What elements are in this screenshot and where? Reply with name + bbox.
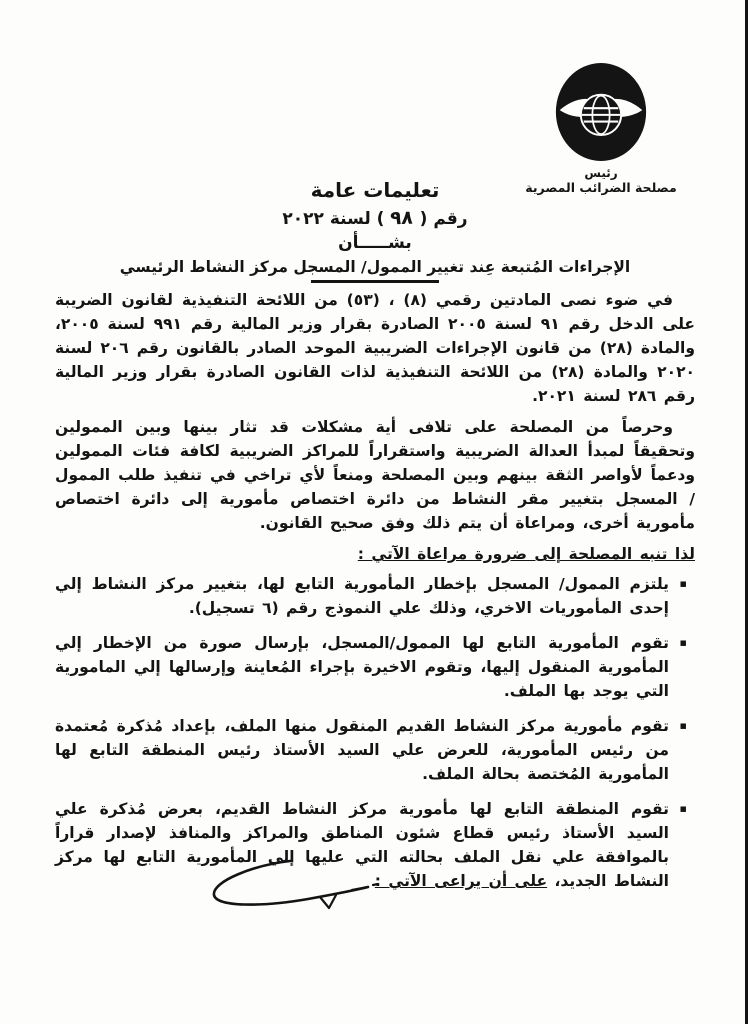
list-item — [55, 714, 687, 786]
list-item-text: تقوم مأمورية مركز النشاط القديم المنقول منها الملف، بإعداد مُذكرة مُعتمدة من رئيس المأمورية، للعرض علي السيد الأستاذ رئيس المنطقة التابع لها المأمورية المُختصة بحالة الملف. — [55, 717, 669, 783]
title-block — [100, 178, 650, 283]
bullet-square-icon: ▪ — [679, 636, 687, 649]
list-item-text: تقوم المنطقة التابع لها مأمورية مركز النشاط القديم، بعرض مُذكرة علي السيد الأستاذ رئيس قطاع شئون المناطق والمراكز والمنافذ لإصدار قراراً بالموافقة علي نقل الملف بحالته التي عليها إلي المأمورية التابع لها مركز النشاط الجديد، — [55, 800, 669, 890]
instructions-list — [55, 572, 695, 893]
list-item — [55, 572, 687, 620]
bullet-square-icon: ▪ — [679, 802, 687, 815]
document-body — [55, 288, 695, 904]
document-title: تعليمات عامة — [310, 178, 440, 202]
subject-underline — [311, 280, 439, 283]
regarding-label: بشـــــأن — [338, 233, 412, 253]
bullet-square-icon: ▪ — [679, 577, 687, 590]
paragraph-purpose: وحرصاً من المصلحة على تلافى أية مشكلات قد تثار بينها وبين الممولين وتحقيقاً لمبدأ العدالة الضريبية واستقراراً للمراكز الضريبية لكافة فئات الممولين ودعماً لأواصر الثقة بينهم وبين المصلحة ومنعاً لأي تراخي في تنفيذ طلب الممول / المسجل بتغيير مقر النشاط من دائرة اختصاص مأمورية إلى دائرة اختصاص مأمورية أخرى، ومراعاة أن يتم ذلك وفق صحيح القانون. — [55, 418, 695, 532]
letterhead-role: رئيس — [584, 166, 618, 180]
scan-edge-artifact — [745, 0, 748, 1024]
number-suffix: ) لسنة ٢٠٢٢ — [282, 209, 385, 229]
list-intro-heading: لذا تنبه المصلحة إلى ضرورة مراعاة الآتي : — [357, 545, 695, 563]
paragraph-legal-basis: في ضوء نصى المادتين رقمي (٨) ، (٥٣) من اللائحة التنفيذية لقانون الضريبة على الدخل رقم ٩١ لسنة ٢٠٠٥ الصادرة بقرار وزير المالية رقم ٩٩١ لسنة ٢٠٠٥، والمادة (٢٨) من قانون الإجراءات الضريبية الموحد الصادر بالقانون رقم ٢٠٦ لسنة ٢٠٢٠ والمادة (٢٨) من اللائحة التنفيذية لذات القانون الصادرة بقرار وزير المالية رقم ٢٨٦ لسنة ٢٠٢١. — [55, 291, 695, 405]
list-item-text: تقوم المأمورية التابع لها الممول/المسجل، بإرسال صورة من الإخطار إلي المأمورية المنقول إليها، وتقوم الاخيرة بإجراء المُعاينة وإرسالها إلي المامورية التي يوجد بها الملف. — [55, 634, 669, 700]
list-item — [55, 631, 687, 703]
document-subject: الإجراءات المُتبعة عِند تغيير الممول/ المسجل مركز النشاط الرئيسي — [119, 258, 631, 276]
list-item-underlined-tail: على أن يراعى الآتي : — [374, 872, 548, 890]
handwritten-number: ٩٨ — [389, 206, 415, 230]
document-number-line — [100, 207, 650, 229]
letterhead-organization: مصلحة الضرائب المصرية — [525, 180, 677, 195]
tax-authority-logo-icon — [553, 60, 649, 164]
list-item-text: يلتزم الممول/ المسجل بإخطار المأمورية التابع لها، بتغيير مركز النشاط إلي إحدى المأموريات الاخري، وذلك علي النموذج رقم (٦ تسجيل). — [55, 575, 669, 617]
number-prefix: رقم ( — [419, 209, 468, 229]
signature-scribble — [200, 853, 400, 917]
letterhead — [520, 60, 682, 195]
bullet-square-icon: ▪ — [679, 719, 687, 732]
